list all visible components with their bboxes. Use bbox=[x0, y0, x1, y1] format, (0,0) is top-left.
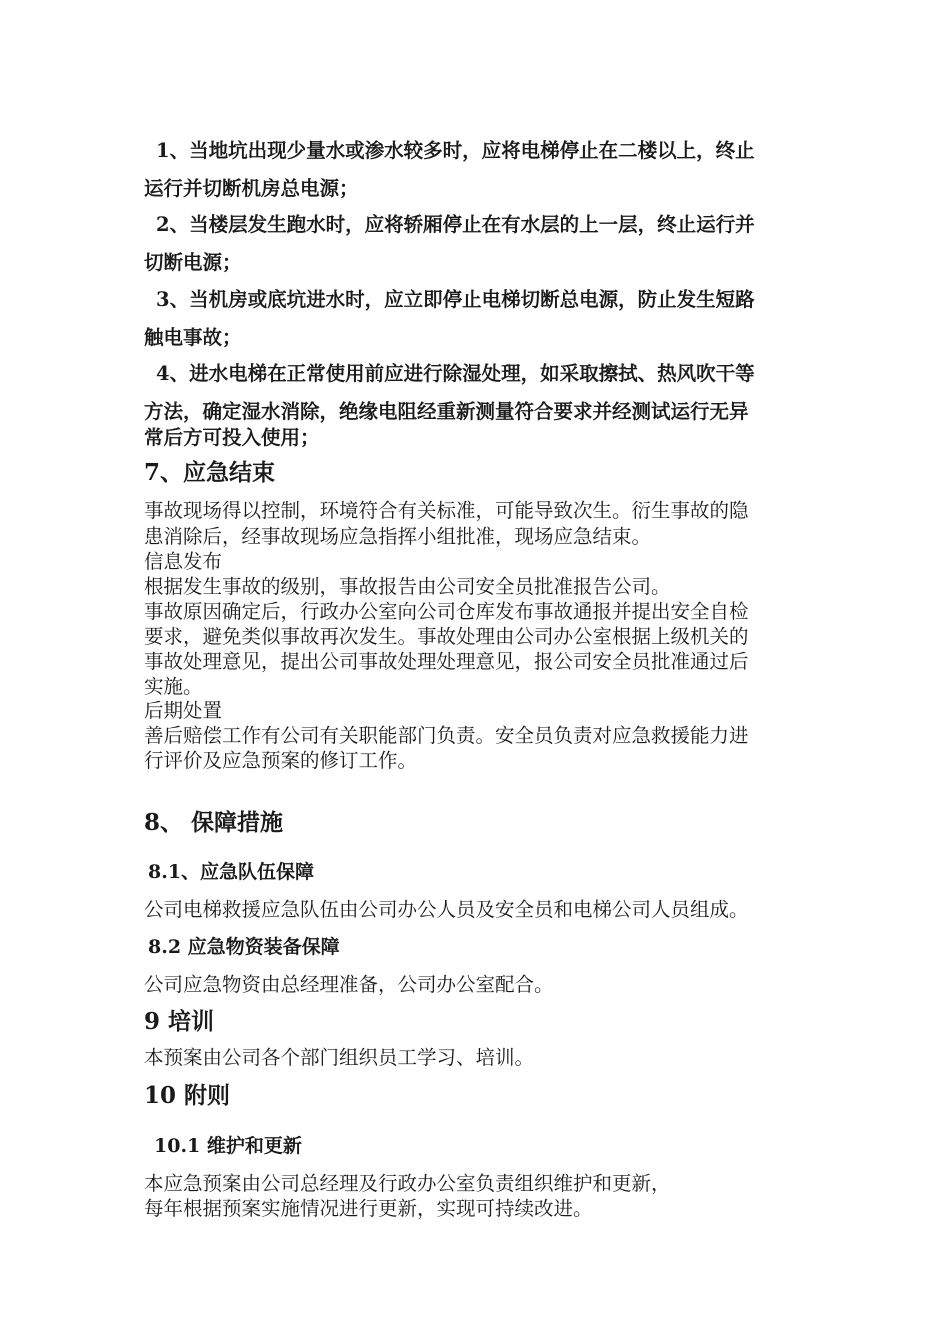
info-release-line-4: 事故处理意见，提出公司事故处理处理意见，报公司安全员批准通过后 bbox=[144, 650, 749, 673]
step-4-line-1: 4、进水电梯在正常使用前应进行除湿处理，如采取擦拭、热风吹干等 bbox=[156, 362, 755, 385]
section-10-1-line-2: 每年根据预案实施情况进行更新，实现可持续改进。 bbox=[144, 1197, 593, 1220]
step-4-line-2: 方法，确定湿水消除，绝缘电阻经重新测量符合要求并经测试运行无异 bbox=[144, 400, 749, 423]
section-8-2-heading: 8.2 应急物资装备保障 bbox=[148, 936, 340, 958]
info-release-line-5: 实施。 bbox=[144, 675, 203, 698]
section-8-2-text: 公司应急物资由总经理准备，公司办公室配合。 bbox=[144, 973, 554, 996]
section-7-para-line-2: 患消除后，经事故现场应急指挥小组批准，现场应急结束。 bbox=[144, 525, 652, 548]
section-9-heading: 9 培训 bbox=[144, 1008, 215, 1035]
step-2-line-1: 2、当楼层发生跑水时，应将轿厢停止在有水层的上一层，终止运行并 bbox=[156, 213, 755, 236]
section-9-text: 本预案由公司各个部门组织员工学习、培训。 bbox=[144, 1046, 535, 1069]
section-7-para-line-1: 事故现场得以控制，环境符合有关标准，可能导致次生。衍生事故的隐 bbox=[144, 499, 749, 522]
section-10-heading: 10 附则 bbox=[144, 1082, 231, 1109]
step-4-line-3: 常后方可投入使用； bbox=[144, 426, 320, 449]
step-1-line-2: 运行并切断机房总电源； bbox=[144, 177, 359, 200]
info-release-line-2: 事故原因确定后，行政办公室向公司仓库发布事故通报并提出安全自检 bbox=[144, 600, 749, 623]
section-8-heading: 8、 保障措施 bbox=[144, 809, 284, 836]
info-release-line-1: 根据发生事故的级别，事故报告由公司安全员批准报告公司。 bbox=[144, 575, 671, 598]
section-10-1-heading: 10.1 维护和更新 bbox=[154, 1135, 302, 1157]
step-2-line-2: 切断电源； bbox=[144, 251, 242, 274]
section-8-1-heading: 8.1、应急队伍保障 bbox=[148, 861, 315, 883]
section-7-heading: 7、应急结束 bbox=[144, 459, 276, 486]
section-8-1-text: 公司电梯救援应急队伍由公司办公人员及安全员和电梯公司人员组成。 bbox=[144, 898, 749, 921]
info-release-line-3: 要求，避免类似事故再次发生。事故处理由公司办公室根据上级机关的 bbox=[144, 625, 749, 648]
aftercare-line-2: 行评价及应急预案的修订工作。 bbox=[144, 749, 418, 772]
step-1-line-1: 1、当地坑出现少量水或渗水较多时，应将电梯停止在二楼以上，终止 bbox=[156, 139, 755, 162]
section-10-1-line-1: 本应急预案由公司总经理及行政办公室负责组织维护和更新， bbox=[144, 1172, 671, 1195]
aftercare-line-1: 善后赔偿工作有公司有关职能部门负责。安全员负责对应急救援能力进 bbox=[144, 724, 749, 747]
step-3-line-2: 触电事故； bbox=[144, 326, 242, 349]
aftercare-heading: 后期处置 bbox=[144, 699, 223, 722]
info-release-heading: 信息发布 bbox=[144, 550, 223, 573]
step-3-line-1: 3、当机房或底坑进水时，应立即停止电梯切断总电源，防止发生短路 bbox=[156, 288, 755, 311]
